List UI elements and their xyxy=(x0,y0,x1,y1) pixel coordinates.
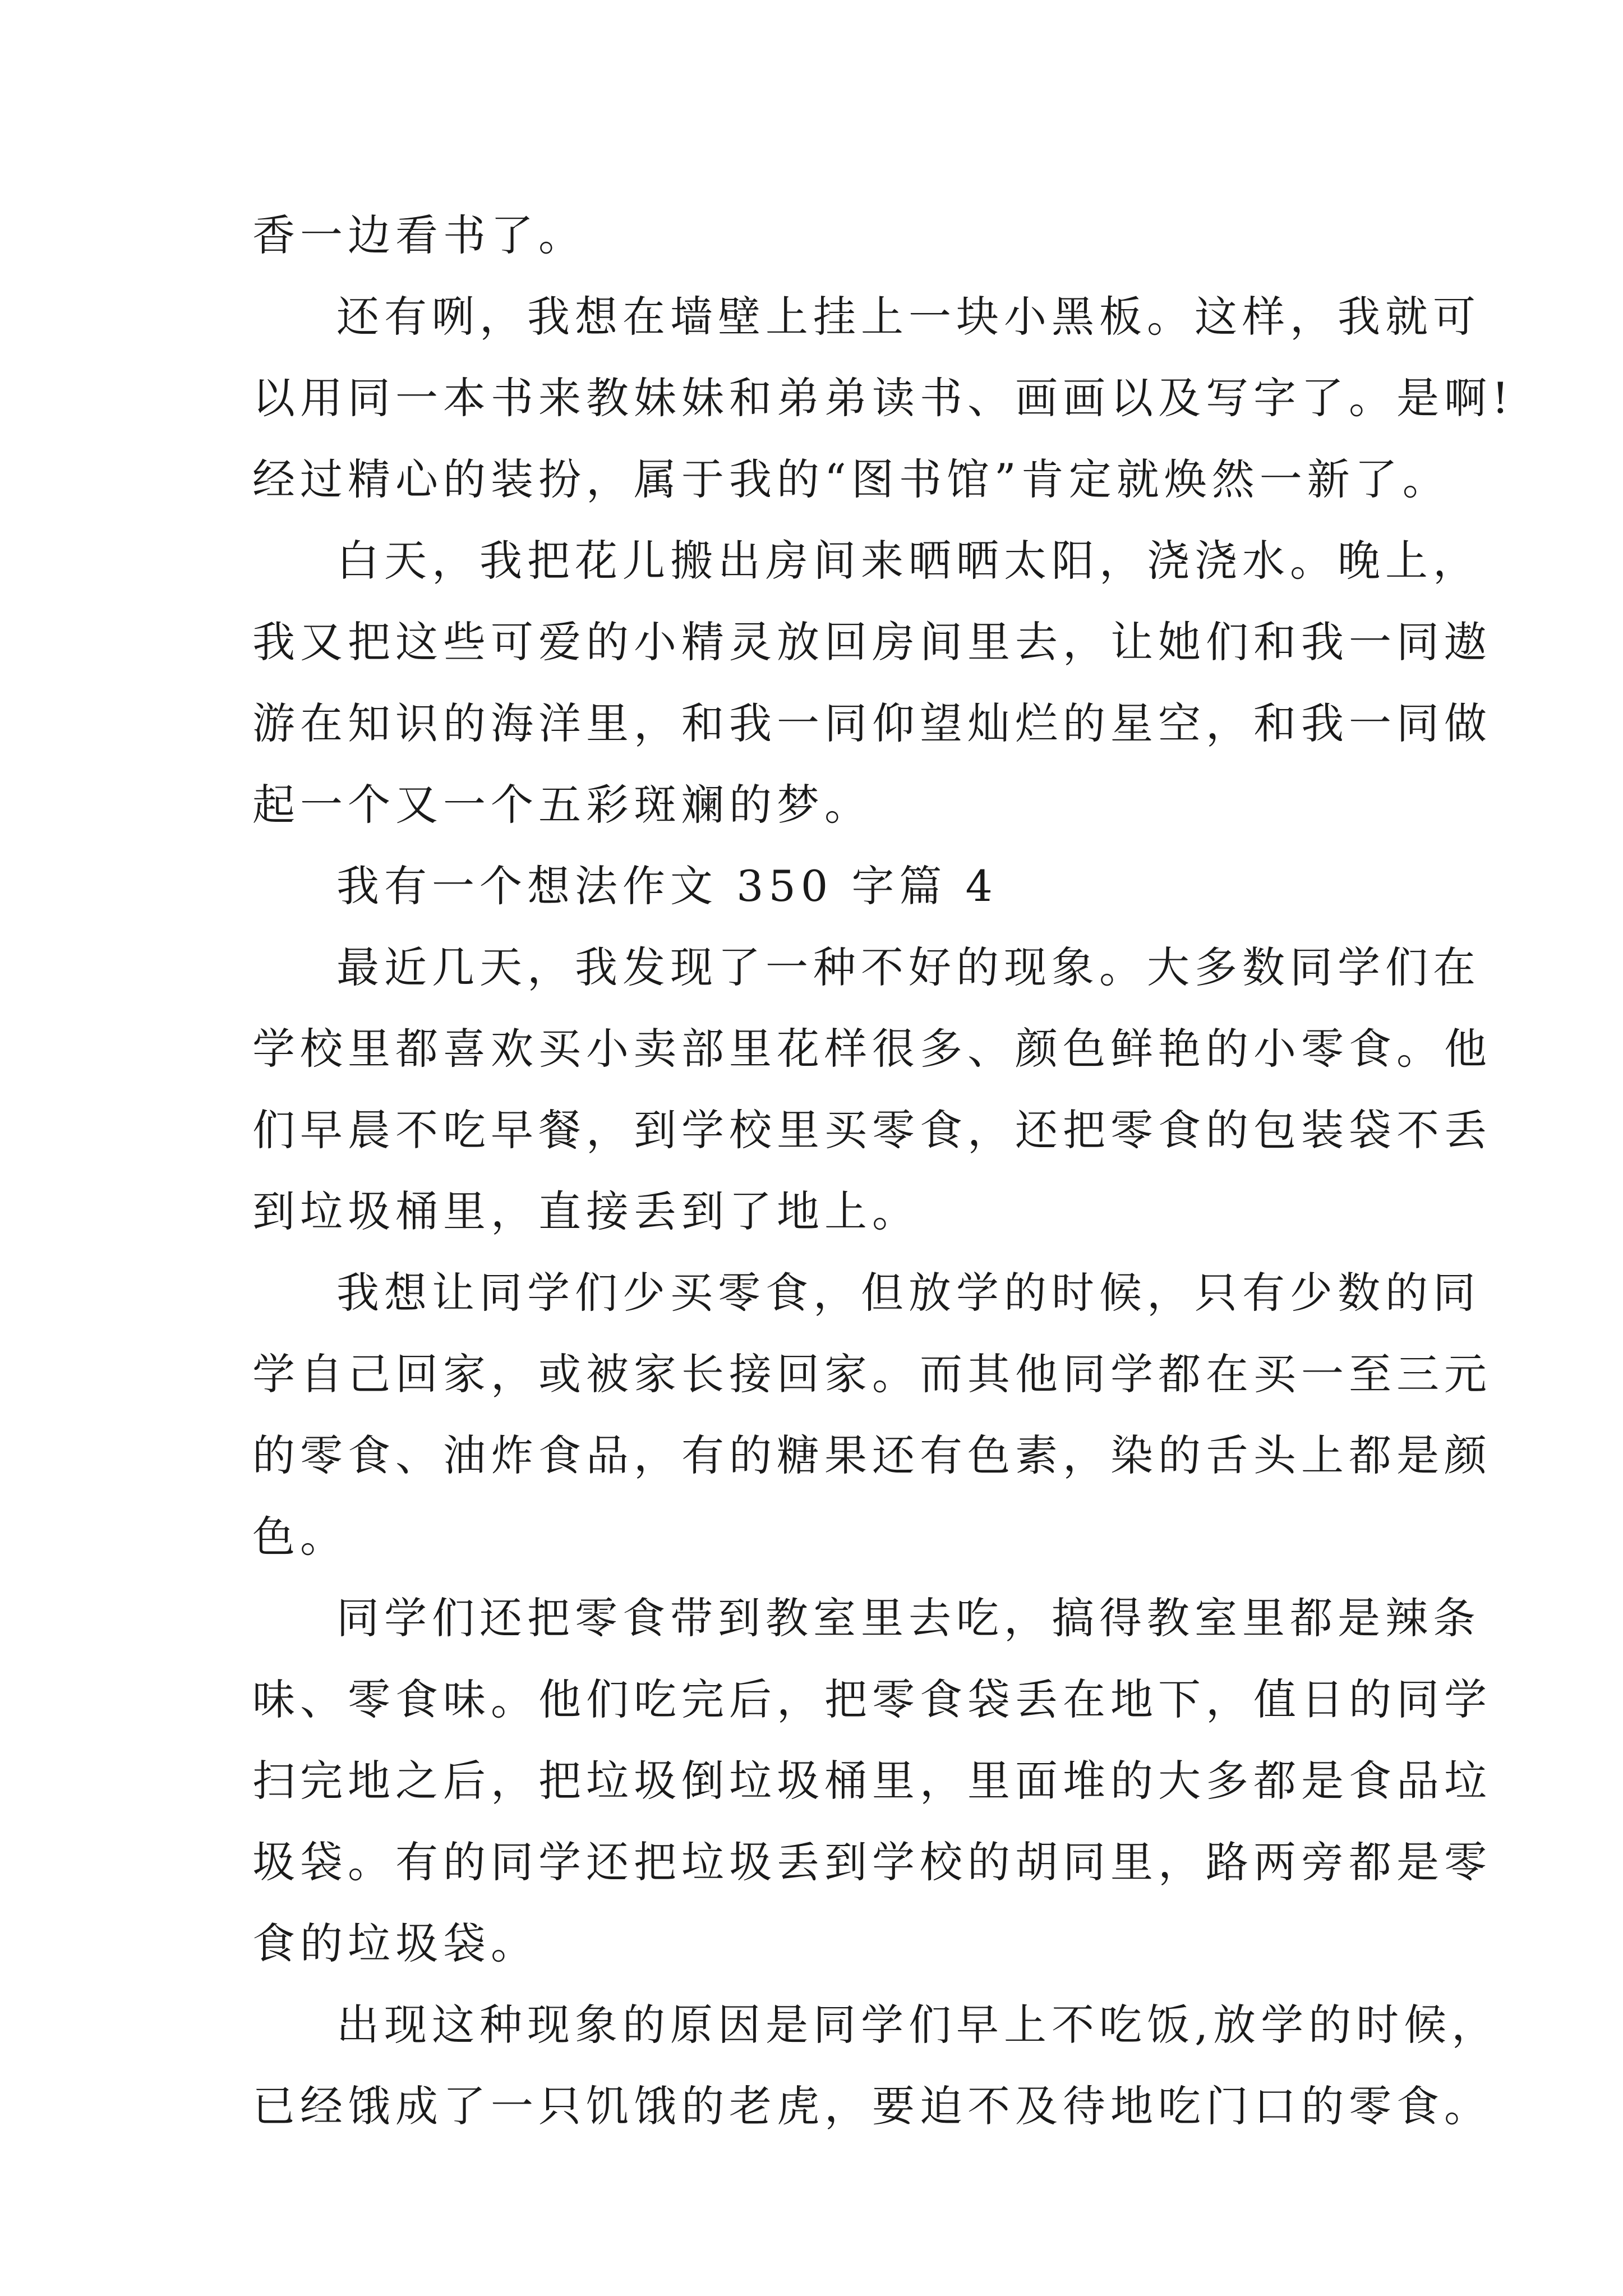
text-line: 白天，我把花儿搬出房间来晒晒太阳，浇浇水。晚上， xyxy=(336,536,1481,586)
text-line: 以用同一本书来教妹妹和弟弟读书、画画以及写字了。是啊! xyxy=(252,373,1514,423)
text-line: 的零食、油炸食品，有的糖果还有色素，染的舌头上都是颜 xyxy=(252,1430,1492,1480)
text-line: 我又把这些可爱的小精灵放回房间里去，让她们和我一同遨 xyxy=(252,617,1492,667)
text-line: 圾袋。有的同学还把垃圾丢到学校的胡同里，路两旁都是零 xyxy=(252,1837,1492,1887)
text-line: 起一个又一个五彩斑斓的梦。 xyxy=(252,780,872,830)
text-line: 最近几天，我发现了一种不好的现象。大多数同学们在 xyxy=(336,942,1481,992)
text-line: 到垃圾桶里，直接丢到了地上。 xyxy=(252,1186,920,1236)
text-line: 我想让同学们少买零食，但放学的时候，只有少数的同 xyxy=(336,1268,1481,1318)
text-line: 扫完地之后，把垃圾倒垃圾桶里，里面堆的大多都是食品垃 xyxy=(252,1756,1492,1806)
text-line: 游在知识的海洋里，和我一同仰望灿烂的星空，和我一同做 xyxy=(252,698,1492,748)
text-line: 学校里都喜欢买小卖部里花样很多、颜色鲜艳的小零食。他 xyxy=(252,1024,1492,1074)
text-line: 色。 xyxy=(252,1512,348,1562)
text-line: 食的垃圾袋。 xyxy=(252,1918,538,1968)
text-line: 经过精心的装扮，属于我的“图书馆”肯定就焕然一新了。 xyxy=(252,454,1450,504)
text-line: 学自己回家，或被家长接回家。而其他同学都在买一至三元 xyxy=(252,1349,1492,1399)
text-line: 香一边看书了。 xyxy=(252,210,586,260)
text-line: 出现这种现象的原因是同学们早上不吃饭,放学的时候， xyxy=(336,2000,1500,2050)
text-line: 还有咧，我想在墙壁上挂上一块小黑板。这样，我就可 xyxy=(336,292,1481,342)
text-line: 们早晨不吃早餐，到学校里买零食，还把零食的包装袋不丢 xyxy=(252,1105,1492,1155)
text-line: 味、零食味。他们吃完后，把零食袋丢在地下，值日的同学 xyxy=(252,1674,1492,1724)
text-line: 同学们还把零食带到教室里去吃，搞得教室里都是辣条 xyxy=(336,1593,1481,1643)
section-heading: 我有一个想法作文 350 字篇 4 xyxy=(336,861,998,911)
text-line: 已经饿成了一只饥饿的老虎，要迫不及待地吃门口的零食。 xyxy=(252,2081,1492,2131)
